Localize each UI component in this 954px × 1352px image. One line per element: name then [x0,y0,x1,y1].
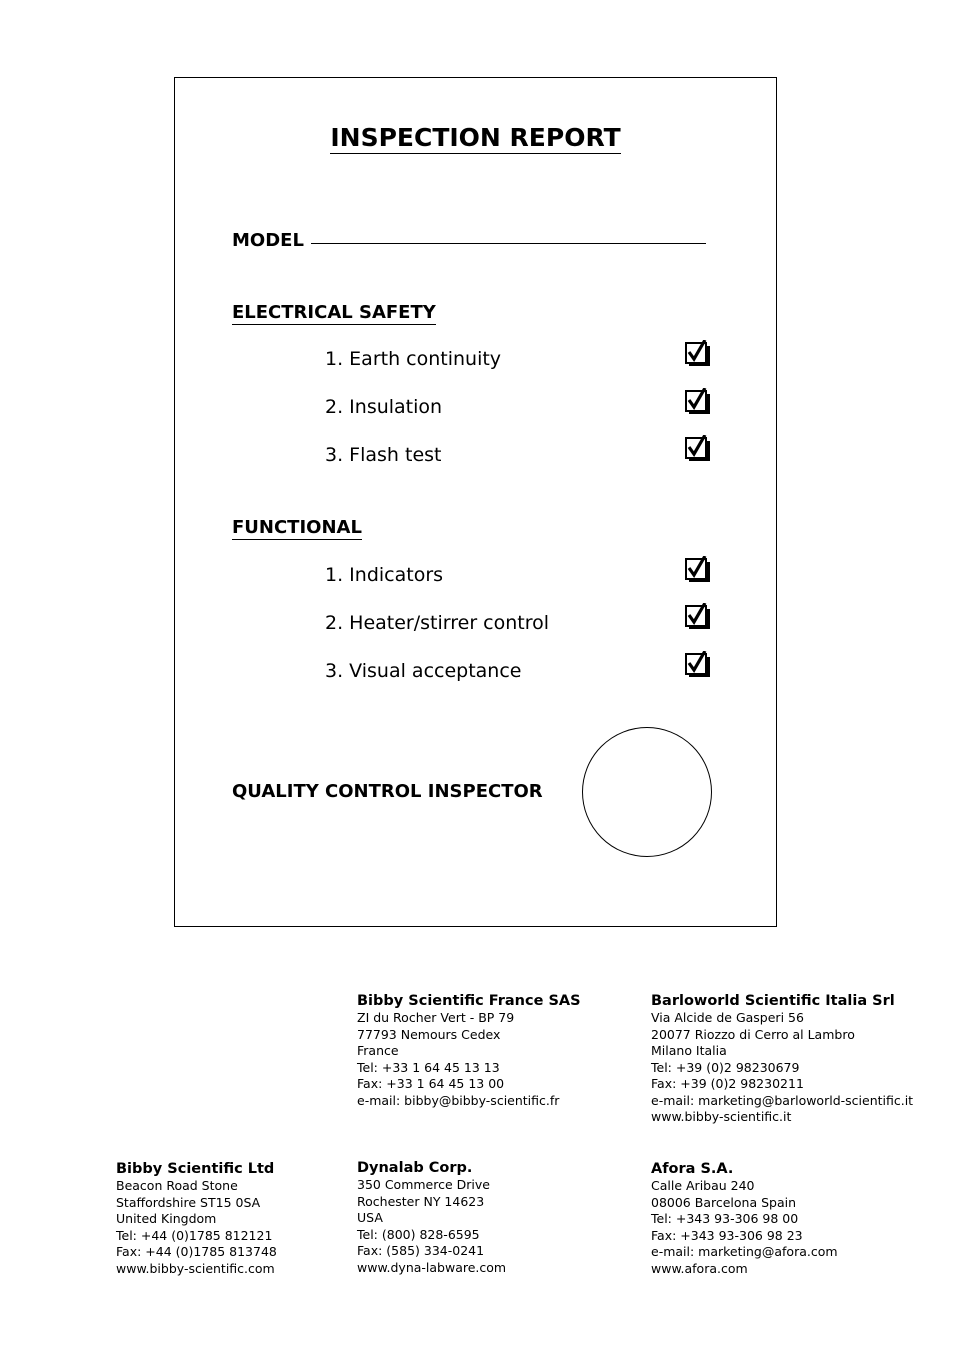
address-line: 20077 Riozzo di Cerro al Lambro [651,1026,855,1042]
fax-line: Fax: +44 (0)1785 813748 [116,1244,277,1259]
functional-item-visual-acceptance: 3. Visual acceptance [325,660,522,682]
checkbox-checked-icon [685,603,711,629]
website-line: www.bibby-scientific.com [116,1260,275,1276]
electrical-item-earth-continuity: 1. Earth continuity [325,348,502,370]
checkbox-checked-icon [685,388,711,414]
model-label: MODEL [232,230,304,251]
email-line: e-mail: bibby@bibby-scientific.fr [357,1092,560,1108]
inspector-stamp-circle [582,727,712,857]
report-title: INSPECTION REPORT [330,123,621,152]
address-line: Milano Italia [651,1043,727,1058]
fax-line: Fax: +343 93-306 98 23 [651,1227,803,1243]
electrical-item-insulation: 2. Insulation [325,396,443,418]
address-line: ZI du Rocher Vert - BP 79 [357,1010,515,1025]
phone-line: Tel: +44 (0)1785 812121 [116,1227,273,1243]
website-line: www.afora.com [651,1260,748,1276]
model-entry-line [311,243,706,244]
email-line: e-mail: marketing@barloworld-scientific.it [651,1092,914,1108]
phone-line: Tel: +33 1 64 45 13 13 [357,1059,500,1075]
quality-control-inspector-label: QUALITY CONTROL INSPECTOR [232,781,543,802]
company-name: Bibby Scientific France SAS [357,993,581,1009]
company-name: Barloworld Scientific Italia Srl [651,993,895,1009]
website-line: www.dyna-labware.com [357,1259,507,1275]
checkbox-checked-icon [685,435,711,461]
address-line: USA [357,1210,383,1225]
address-block-france [357,992,581,1109]
phone-line: Tel: +343 93-306 98 00 [651,1211,799,1226]
phone-line: Tel: (800) 828-6595 [357,1226,480,1242]
address-block-usa [357,1159,506,1276]
checkbox-checked-icon [685,651,711,677]
inspection-report-box [174,77,777,927]
fax-line: Fax: +33 1 64 45 13 00 [357,1076,505,1091]
company-name: Bibby Scientific Ltd [116,1161,275,1177]
address-line: 77793 Nemours Cedex [357,1026,501,1042]
address-line: 08006 Barcelona Spain [651,1194,797,1210]
company-name: Dynalab Corp. [357,1160,473,1176]
fax-line: Fax: (585) 334-0241 [357,1243,485,1258]
fax-line: Fax: +39 (0)2 98230211 [651,1076,804,1091]
address-line: Staffordshire ST15 0SA [116,1194,261,1210]
functional-item-heater-stirrer: 2. Heater/stirrer control [325,612,550,634]
email-line: e-mail: marketing@afora.com [651,1244,838,1259]
functional-heading: FUNCTIONAL [232,517,362,538]
address-block-italia [651,992,913,1126]
electrical-safety-heading: ELECTRICAL SAFETY [232,302,436,323]
company-name: Afora S.A. [651,1161,734,1177]
functional-item-indicators: 1. Indicators [325,564,444,586]
address-line: Via Alcide de Gasperi 56 [651,1010,804,1025]
phone-line: Tel: +39 (0)2 98230679 [651,1059,800,1075]
website-line: www.bibby-scientific.it [651,1109,792,1124]
address-line: 350 Commerce Drive [357,1177,490,1192]
address-block-uk [116,1160,277,1277]
address-line: France [357,1043,399,1058]
address-line: Beacon Road Stone [116,1178,238,1193]
address-block-spain [651,1160,838,1277]
checkbox-checked-icon [685,556,711,582]
electrical-item-flash-test: 3. Flash test [325,444,442,466]
checkbox-checked-icon [685,340,711,366]
address-line: Rochester NY 14623 [357,1193,485,1209]
address-line: United Kingdom [116,1211,217,1226]
address-line: Calle Aribau 240 [651,1178,755,1193]
